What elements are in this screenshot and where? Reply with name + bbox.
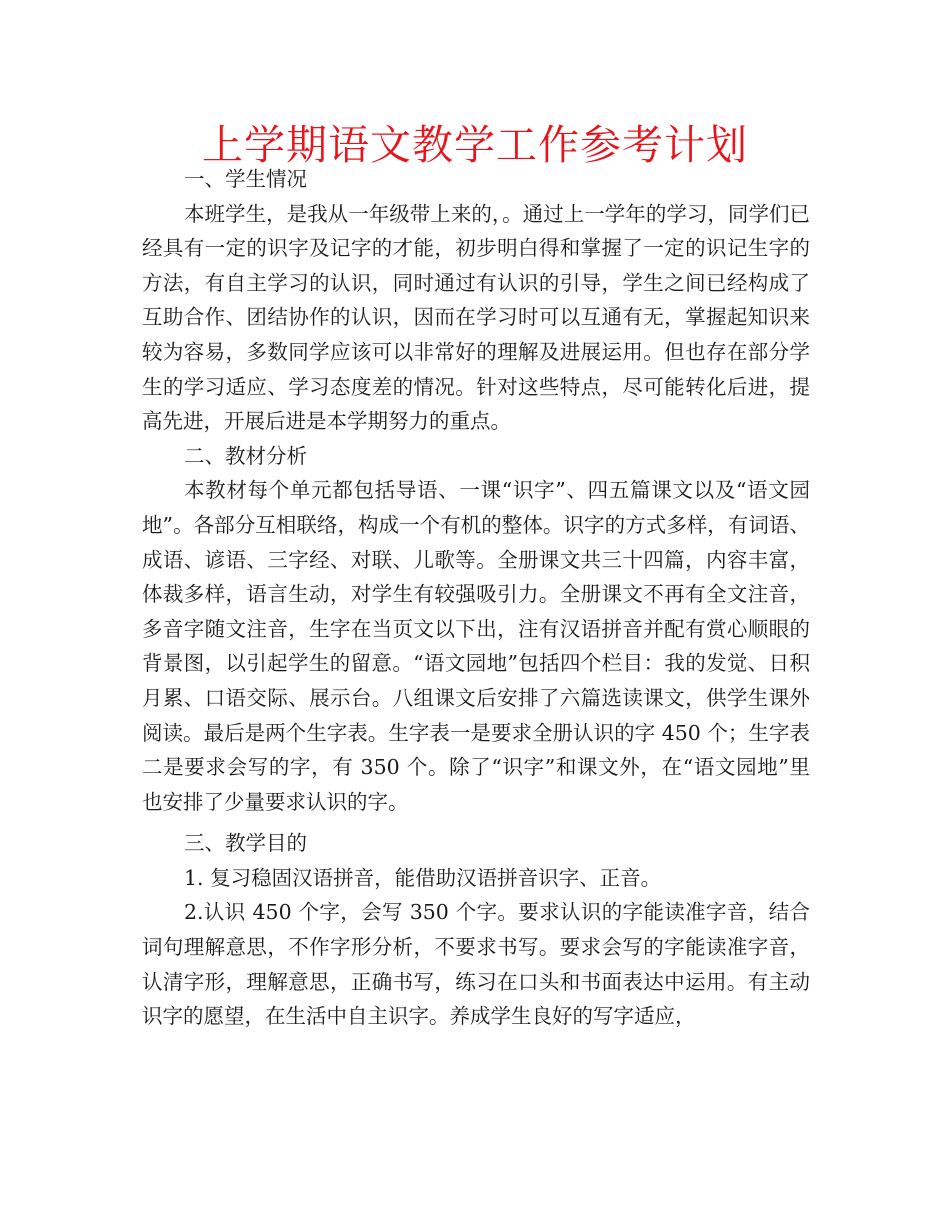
section-heading-student-situation: 一、学生情况 — [184, 167, 307, 191]
section-heading-textbook-analysis: 二、教材分析 — [184, 443, 307, 468]
document-title: 上学期语文教学工作参考计划 — [202, 121, 748, 169]
document-body — [142, 162, 810, 1034]
paragraph-goal-2: 2.认识 450 个字，会写 350 个字。要求认识的字能读准字音，结合词句理解意思，不作字形分析，不要求书写。要求会写的字能读准字音，认清字形，理解意思，正确书写，练习在口头和书面表达中运用。有主动识字的愿望，在生活中自主识字。养成学生良好的写字适应， — [142, 900, 810, 1029]
paragraph-student-situation: 本班学生，是我从一年级带上来的，。通过上一学年的学习，同学们已经具有一定的识字及记字的才能，初步明白得和掌握了一定的识记生字的方法，有自主学习的认识，同时通过有认识的引导，学生之间已经构成了互助合作、团结协作的认识，因而在学习时可以互通有无，掌握起知识来较为容易，多数同学应该可以非常好的理解及进展运用。但也存在部分学生的学习适应、学习态度差的情况。针对这些特点，尽可能转化后进，提高先进，开展后进是本学期努力的重点。 — [142, 201, 810, 434]
section-heading-teaching-goals: 三、教学目的 — [184, 831, 307, 856]
paragraph-goal-1: 1. 复习稳固汉语拼音，能借助汉语拼音识字、正音。 — [184, 865, 662, 890]
paragraph-textbook-analysis: 本教材每个单元都包括导语、一课“识字”、四五篇课文以及“语文园地”。各部分互相联络，构成一个有机的整体。识字的方式多样，有词语、成语、谚语、三字经、对联、儿歌等。全册课文共三十四篇，内容丰富，体裁多样，语言生动，对学生有较强吸引力。全册课文不再有全文注音，多音字随文注音，生字在当页文以下出，注有汉语拼音并配有赏心顺眼的背景图，以引起学生的留意。“语文园地”包括四个栏目：我的发觉、日积月累、口语交际、展示台。八组课文后安排了六篇选读课文，供学生课外阅读。最后是两个生字表。生字表一是要求全册认识的字 450 个；生字表二是要求会写的字，有 350 个。除了“识字”和课文外，在“语文园地”里也安排了少量要求认识的字。 — [142, 478, 810, 814]
